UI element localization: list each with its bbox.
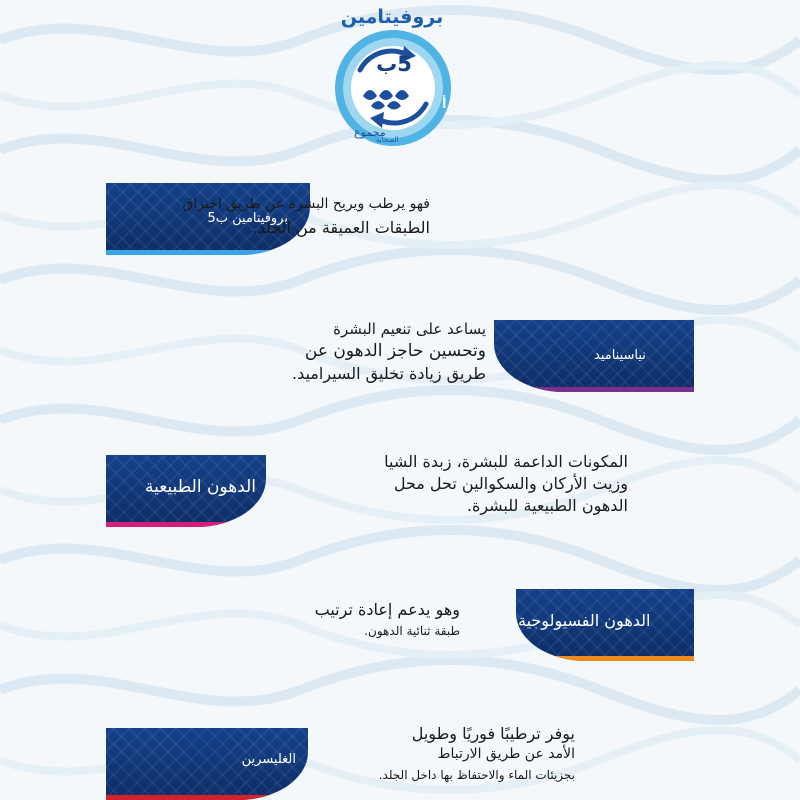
banner-niacinamide: [494, 320, 694, 392]
description-line: وزيت الأركان والسكوالين تحل محل: [393, 474, 628, 493]
description-line: وتحسين حاجز الدهون عن: [304, 340, 486, 361]
description-line: الأمد عن طريق الارتباط: [437, 746, 575, 762]
description-natural-lipids: [384, 452, 628, 516]
logo-ring-text-1: مجموع: [354, 126, 386, 139]
banner-accent-bar: [106, 522, 266, 527]
description-line: طبقة ثنائية الدهون.: [364, 624, 460, 638]
logo-title: بروفيتامين: [340, 6, 444, 28]
banner-label: بروفيتامين ب5: [207, 211, 288, 226]
banner-label: الدهون الفسيولوجية: [518, 611, 651, 630]
description-line: يساعد على تنعيم البشرة: [333, 320, 486, 338]
description-line: الطبقات العميقة من الجلد.: [252, 217, 430, 237]
banner-accent-bar: [494, 387, 694, 392]
description-physiological-lipids: [315, 600, 460, 639]
banner-accent-bar: [516, 656, 694, 661]
description-provitamin-b5: [182, 196, 430, 238]
description-line: المكونات الداعمة للبشرة، زبدة الشيا: [384, 452, 628, 471]
banner-accent-bar: [106, 795, 308, 800]
banner-physiological-lipids: [516, 589, 694, 661]
logo-ring-text-3: أ: [442, 97, 447, 112]
logo-ring-text-2: الصحابة: [376, 136, 399, 144]
provitamin-b5-logo: [318, 8, 468, 158]
description-line: الدهون الطبيعية للبشرة.: [466, 496, 628, 515]
banner-glycerin: [106, 728, 308, 800]
description-line: يوفر ترطيبًا فوريًا وطويل: [411, 724, 575, 743]
description-line: بجزيئات الماء والاحتفاظ بها داخل الجلد.: [378, 767, 575, 782]
description-line: طريق زيادة تخليق السيراميد.: [291, 364, 486, 383]
banner-label: الدهون الطبيعية: [144, 477, 256, 497]
description-glycerin: [379, 724, 575, 783]
banner-label: الغليسرين: [241, 752, 296, 767]
description-line: وهو يدعم إعادة ترتيب: [314, 600, 460, 619]
banner-accent-bar: [106, 250, 310, 255]
logo-center-label: 5ب: [376, 52, 412, 76]
description-line: فهو يرطب ويريح البشرة عن طريق اختراق: [182, 196, 430, 212]
description-niacinamide: [292, 320, 486, 384]
banner-label: نياسيناميد: [594, 348, 646, 363]
